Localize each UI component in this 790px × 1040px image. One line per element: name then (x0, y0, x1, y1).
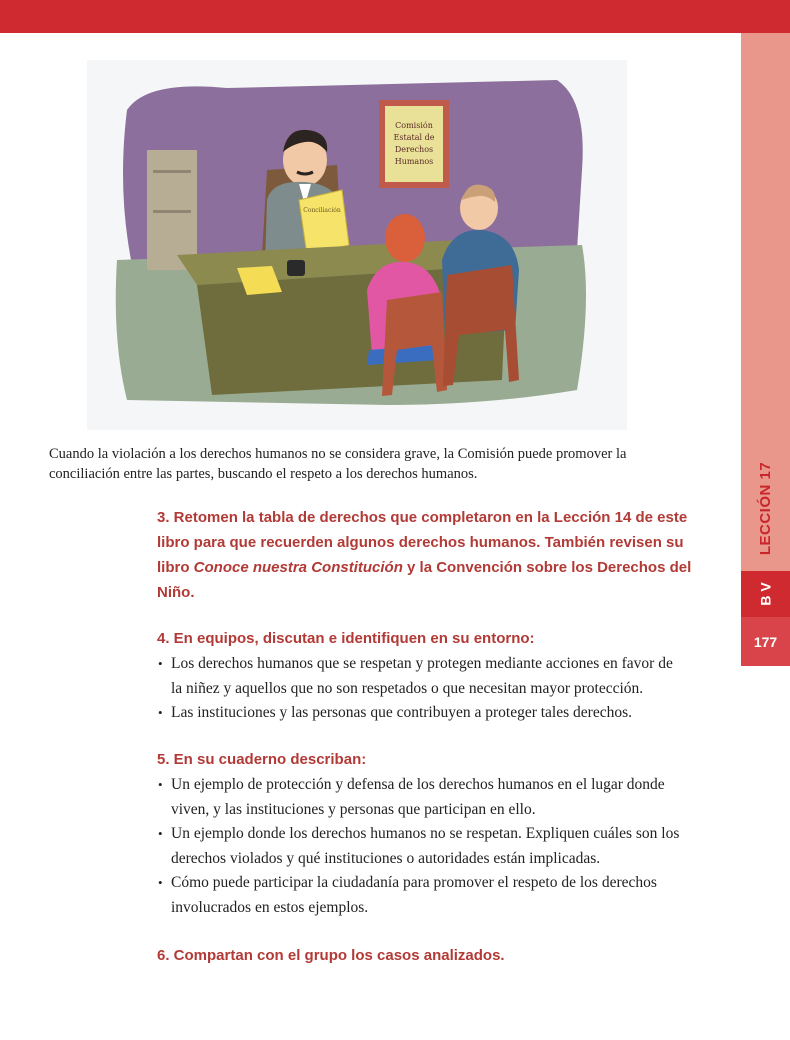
activity-3 (157, 505, 697, 605)
bullet-icon: • (158, 656, 163, 671)
svg-text:Derechos: Derechos (394, 145, 434, 154)
bullet-icon: • (158, 705, 163, 720)
page-number: 177 (741, 617, 790, 666)
activity-5-list (157, 773, 682, 920)
activity-5-heading: 5. En su cuaderno describan: (157, 751, 367, 768)
lesson-label (748, 448, 784, 568)
list-item: • Las instituciones y las personas que contribuyen a proteger tales derechos. (157, 701, 682, 726)
lesson-label-text: LECCIÓN 17 (757, 461, 775, 555)
bullet-icon: • (158, 875, 163, 890)
bullet-icon: • (158, 826, 163, 841)
illustration-caption: Cuando la violación a los derechos humanos no se considera grave, la Comisión puede promover la conciliación entre las partes, buscando el respeto a los derechos humanos. (49, 446, 627, 482)
activity-3-text-end: y la Convención sobre los Derechos del Niño. (157, 559, 692, 601)
bullet-icon: • (158, 777, 163, 792)
list-item: • Un ejemplo de protección y defensa de los derechos humanos en el lugar donde viven, y las instituciones y personas que participan en ello. (157, 773, 682, 822)
activity-4-list (157, 652, 682, 726)
list-item: • Cómo puede participar la ciudadanía para promover el respeto de los derechos involucrados en estos ejemplos. (157, 871, 682, 920)
list-item: • Un ejemplo donde los derechos humanos no se respetan. Expliquen cuáles son los derechos violados y qué instituciones o autoridades están implicadas. (157, 822, 682, 871)
svg-text:Humanos: Humanos (394, 157, 434, 166)
activity-3-text-start: 3. Retomen la tabla de derechos que completaron en la Lección 14 de este libro para que recuerden algunos derechos humanos. También revisen su libro (157, 509, 688, 576)
activity-6-heading: 6. Compartan con el grupo los casos analizados. (157, 947, 505, 964)
svg-text:Estatal de: Estatal de (393, 133, 435, 142)
svg-text:Conciliación: Conciliación (303, 207, 341, 214)
list-item: • Los derechos humanos que se respetan y protegen mediante acciones en favor de la niñez y aquellos que no son respetados o que necesitan mayor protección. (157, 652, 682, 701)
block-label-text: B V (757, 582, 774, 606)
illustration-commission-meeting (87, 60, 627, 430)
svg-text:Comisión: Comisión (395, 121, 433, 130)
block-label (741, 571, 790, 617)
top-header-bar (0, 0, 790, 33)
commission-scene-image (87, 60, 627, 430)
book-title: Conoce nuestra Constitución (193, 559, 403, 576)
activity-4-heading: 4. En equipos, discutan e identifiquen en su entorno: (157, 630, 535, 647)
